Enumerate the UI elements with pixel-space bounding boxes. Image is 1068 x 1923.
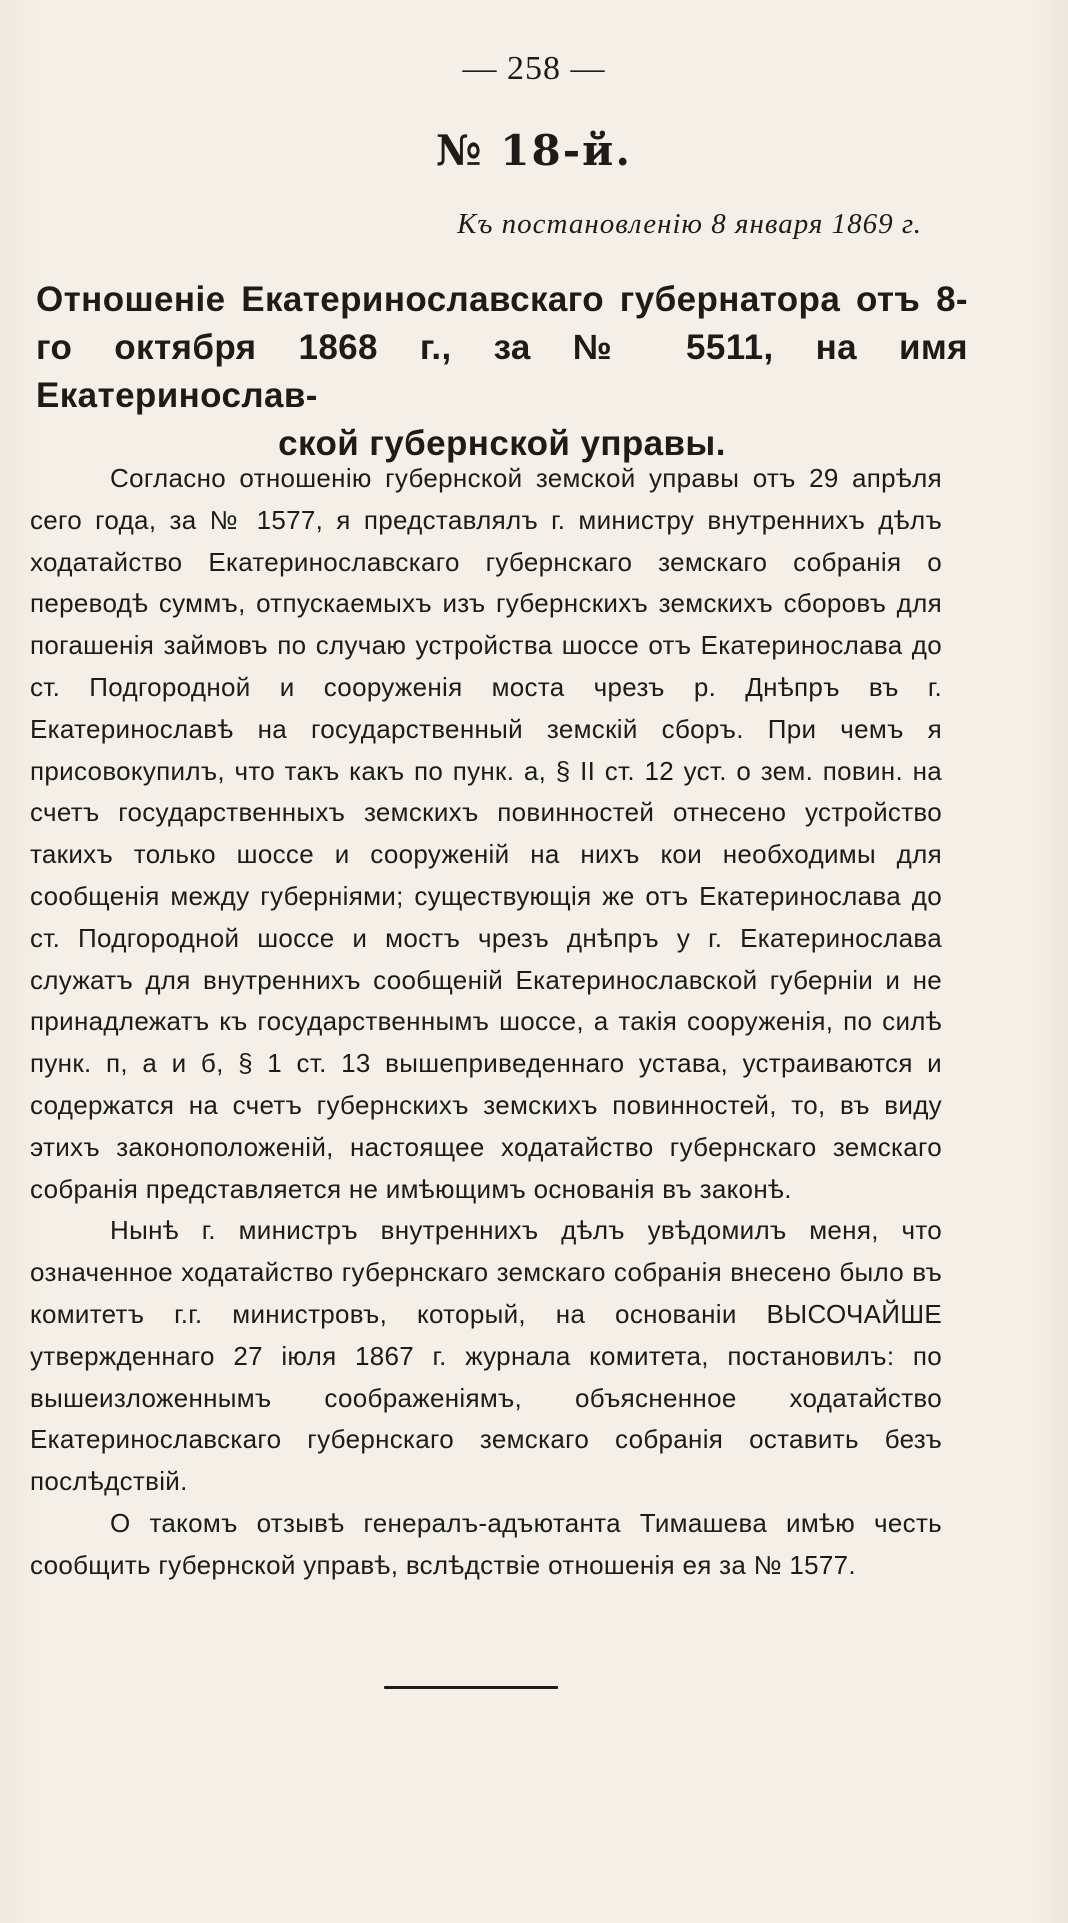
title-line-2: ской губернской управы. [278,424,726,463]
paragraph-1: Согласно отношенію губернской земской управы отъ 29 апрѣля сего года, за № 1577, я представлялъ г. министру внутреннихъ дѣлъ ходатайство Екатеринославскаго губернскаго земскаго собранія о переводѣ суммъ, отпускаемыхъ изъ губернскихъ земскихъ сборовъ для погашенія займовъ по случаю устройства шоссе отъ Екатеринослава до ст. Подгородной и сооруженія моста чрезъ р. Днѣпръ въ г. Екатеринославѣ на государственный земскій сборъ. При чемъ я присовокупилъ, что такъ какъ по пунк. а, § II ст. 12 уст. о зем. повин. на счетъ государственныхъ земскихъ повинностей отнесено устройство такихъ только шоссе и сооруженій на нихъ кои необходимы для сообщенія между губерніями; существующія же отъ Екатеринослава до ст. Подгородной шоссе и мостъ чрезъ днѣпръ у г. Екатеринослава служатъ для внутреннихъ сообщеній Екатеринославской губерніи и не принадлежатъ къ государственнымъ шоссе, а такія сооруженія, по силѣ пунк. п, а и б, § 1 ст. 13 вышеприведеннаго устава, устраиваются и содержатся на счетъ губернскихъ земскихъ повинностей, то, въ виду этихъ законоположеній, настоящее ходатайство губернскаго земскаго собранія представляется не имѣющимъ основанія въ законѣ. [30,463,942,1204]
resolution-reference: Къ постановленію 8 января 1869 г. [457,208,922,240]
paragraph-2: Нынѣ г. министръ внутреннихъ дѣлъ увѣдомилъ меня, что означенное ходатайство губернскаго земскаго собранія внесено было въ комитетъ г.г. министровъ, который, на основаніи ВЫСОЧАЙШЕ утвержденнаго 27 іюля 1867 г. журнала комитета, постановилъ: по вышеизложеннымъ соображеніямъ, объясненное ходатайство Екатеринославскаго губернскаго земскаго собранія оставить безъ послѣдствій. [30,1215,942,1497]
title-line-1: Отношеніе Екатеринославскаго губернатора отъ 8-го октября 1868 г., за № 5511, на имя Екатеринослав- [36,280,968,415]
paragraph-3: О такомъ отзывѣ генералъ-адъютанта Тимашева имѣю честь сообщить губернской управѣ, вслѣдствіе отношенія ея за № 1577. [30,1507,942,1580]
closing-separator-rule [384,1686,558,1689]
document-title [36,276,968,468]
document-number: № 18-й. [436,126,632,175]
body-text [30,458,942,1587]
page-number: — 258 — [462,50,606,87]
